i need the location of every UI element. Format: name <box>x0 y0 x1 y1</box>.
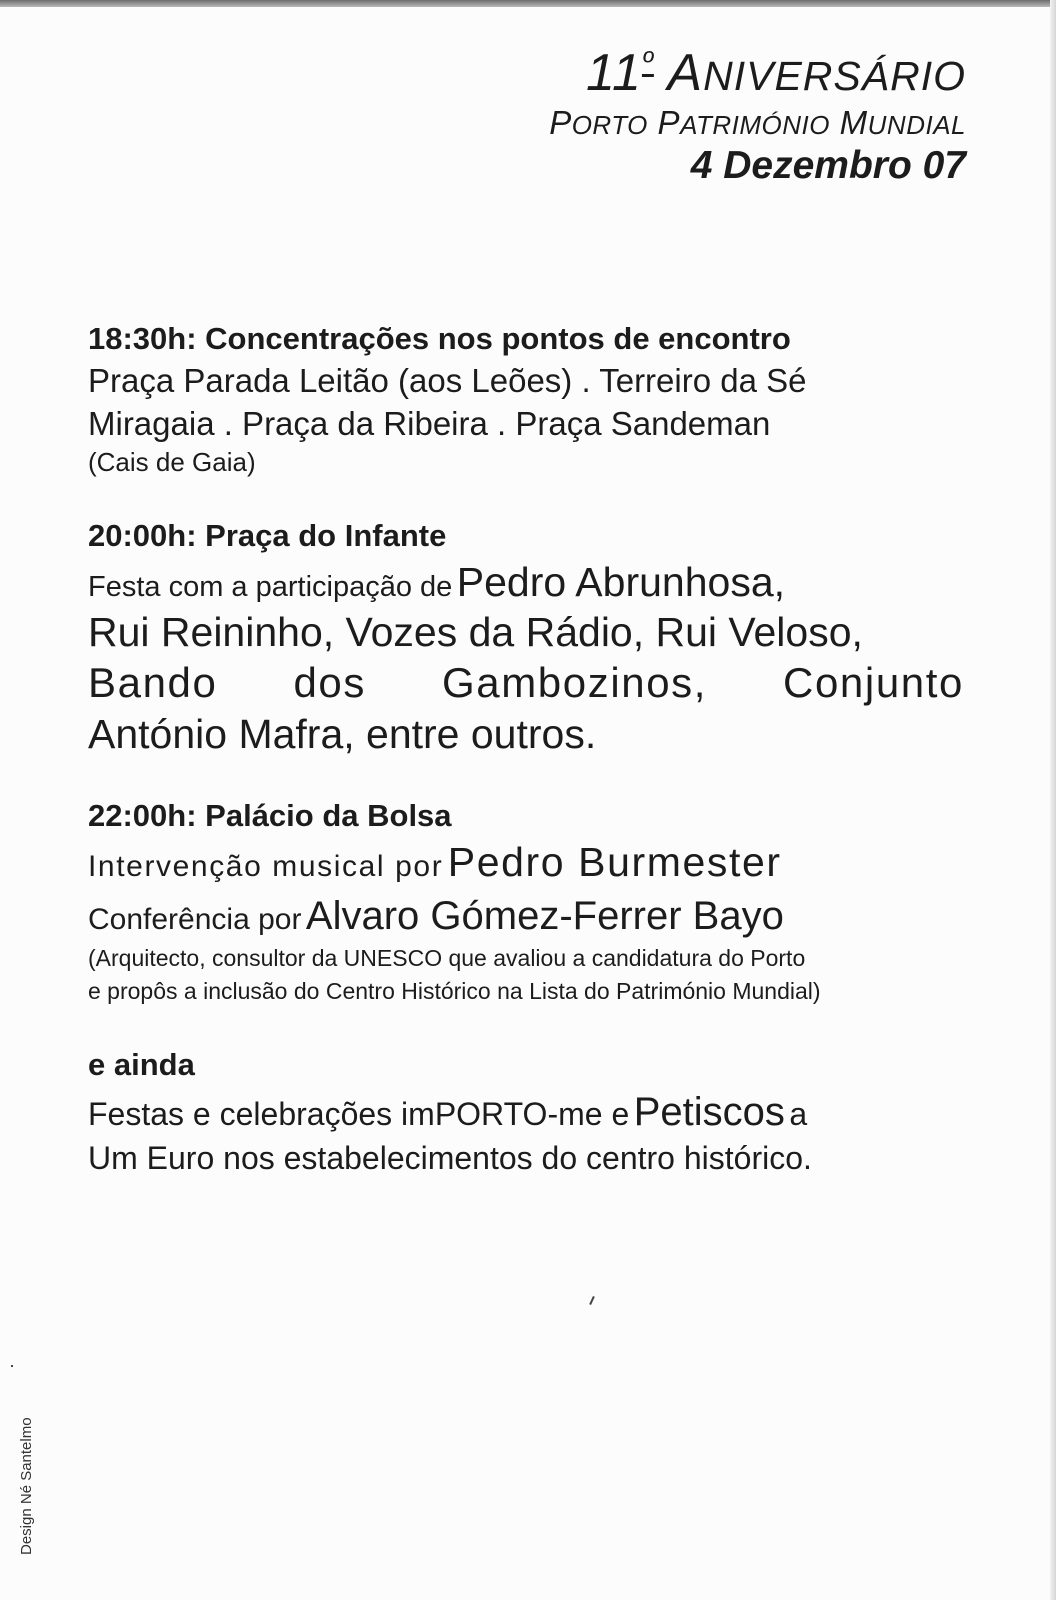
artist-word: dos <box>293 659 366 707</box>
program-block-1830 <box>88 318 964 479</box>
scan-speck <box>11 1365 13 1367</box>
artists-intro: Festa com a participação de <box>88 571 453 604</box>
block-heading: 20:00h: Praça do Infante <box>88 518 447 554</box>
title-initial: A <box>667 44 704 102</box>
program-block-extra <box>88 1044 964 1179</box>
subtitle-w1-initial: P <box>549 103 572 141</box>
subtitle-w2-rest: ATRIMÓNIO <box>680 109 830 140</box>
artists-line: Rui Reininho, Vozes da Rádio, Rui Veloso, <box>88 609 863 656</box>
event-date: 4 Dezembro 07 <box>690 144 966 188</box>
artists-line <box>88 557 964 607</box>
extra-highlight: Petiscos <box>633 1090 785 1135</box>
ordinal-mark: º <box>641 46 654 79</box>
right-edge-shadow <box>1050 0 1056 1600</box>
subtitle-w3-initial: M <box>839 103 868 141</box>
artist-word: Gambozinos, <box>441 659 708 707</box>
program-content <box>88 318 964 1216</box>
meeting-points-line: Miragaia . Praça da Ribeira . Praça Sandeman <box>88 404 771 442</box>
scan-speck <box>589 1296 595 1305</box>
artist-names: Pedro Abrunhosa, <box>456 559 786 606</box>
block-heading: 22:00h: Palácio da Bolsa <box>88 797 452 833</box>
meeting-points-line: Praça Parada Leitão (aos Leões) . Terreiro da Sé <box>88 361 807 399</box>
anniversary-title <box>549 46 966 101</box>
extra-line: Um Euro nos estabelecimentos do centro histórico. <box>88 1140 812 1177</box>
subtitle-w2-initial: P <box>657 103 681 141</box>
subtitle-w3-rest: UNDIAL <box>867 109 966 140</box>
artist-word: Bando <box>88 659 218 707</box>
performance-intro: Intervenção musical por <box>88 850 444 884</box>
subtitle-w1-rest: ORTO <box>571 109 648 140</box>
speaker-note: e propôs a inclusão do Centro Histórico na Lista do Património Mundial) <box>88 978 821 1005</box>
extra-text: Festas e celebrações imPORTO-me e <box>88 1096 630 1133</box>
extra-line <box>88 1086 964 1138</box>
block-heading: 18:30h: Concentrações nos pontos de encontro <box>88 321 791 356</box>
top-edge-shadow <box>0 0 1056 7</box>
speaker-name: Alvaro Gómez-Ferrer Bayo <box>305 893 784 938</box>
subtitle <box>549 103 966 143</box>
meeting-points-line: (Cais de Gaia) <box>88 446 256 477</box>
flyer-header <box>549 46 966 191</box>
program-block-2000 <box>88 515 964 758</box>
extra-text: a <box>789 1096 808 1133</box>
performer-name: Pedro Burmester <box>447 839 782 886</box>
program-block-2200 <box>88 795 964 1009</box>
conference-line <box>88 890 964 942</box>
conference-intro: Conferência por <box>88 902 302 936</box>
speaker-note: (Arquitecto, consultor da UNESCO que avaliou a candidatura do Porto <box>88 944 806 971</box>
title-rest: NIVERSÁRIO <box>703 53 966 99</box>
performance-line <box>88 836 964 889</box>
design-credit: Design Né Santelmo <box>18 1417 35 1555</box>
artist-word: Conjunto <box>783 659 964 707</box>
artists-line: António Mafra, entre outros. <box>88 710 597 757</box>
block-heading: e ainda <box>88 1047 195 1083</box>
anniversary-number: 11 <box>585 44 642 102</box>
artists-line-justified <box>88 657 964 708</box>
